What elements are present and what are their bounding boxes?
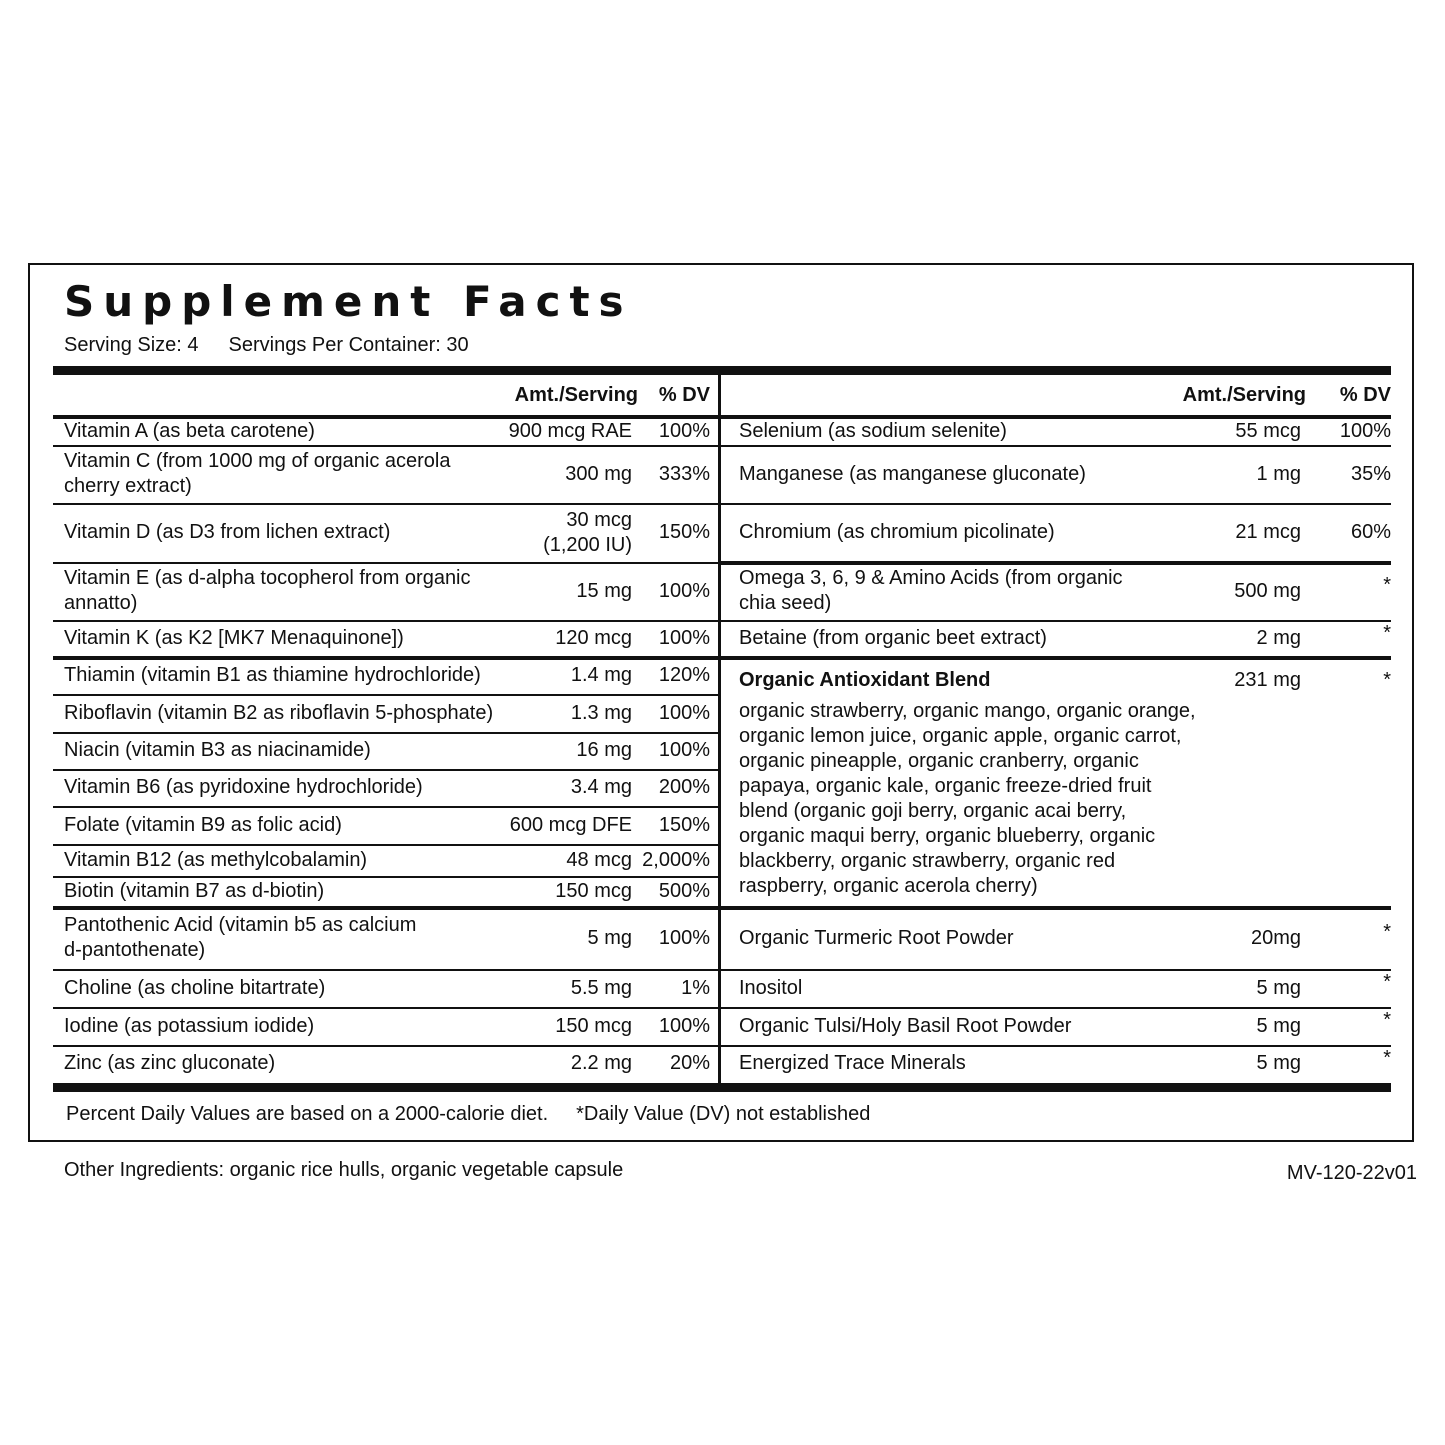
left-dv-header: % DV bbox=[658, 384, 710, 406]
nutrient-amount: 900 mcg RAE bbox=[508, 419, 632, 442]
blend-ingredients: organic strawberry, organic mango, organic orange, organic lemon juice, organic apple, organic carrot, organic pineapple, organic cranberry, organic papaya, organic kale, organic freeze-dried fruit blend (organic goji berry, organic acai berry, organic maqui berry, organic blueberry, organic blackberry, organic strawberry, organic red raspberry, organic acerola cherry) bbox=[739, 700, 1196, 897]
nutrient-amount: 5 mg bbox=[1256, 976, 1301, 999]
nutrient-daily-value: * bbox=[1383, 1047, 1391, 1069]
nutrient-amount: 150 mcg bbox=[555, 1014, 632, 1037]
column-divider bbox=[718, 375, 721, 1083]
right-nutrient-column bbox=[739, 375, 1391, 1083]
nutrient-amount: 15 mg bbox=[576, 579, 632, 602]
product-code: MV-120-22v01 bbox=[1286, 1162, 1417, 1184]
nutrient-amount: 1.4 mg bbox=[570, 664, 632, 686]
left-nutrient-row-vitamin-b12-as-methylcobalamin bbox=[64, 845, 710, 877]
nutrient-amount: 150 mcg bbox=[555, 880, 632, 902]
left-nutrient-row-vitamin-d-as-d3-from-lichen-extract bbox=[64, 504, 710, 563]
nutrient-name: Inositol bbox=[739, 976, 803, 999]
bottom-rule bbox=[53, 1083, 1391, 1092]
nutrient-daily-value: 100% bbox=[658, 627, 710, 649]
nutrient-amount: 600 mcg DFE bbox=[509, 813, 632, 836]
nutrient-name: Vitamin B6 (as pyridoxine hydrochloride) bbox=[64, 776, 423, 798]
nutrient-amount: 3.4 mg bbox=[570, 776, 632, 798]
nutrient-name: Niacin (vitamin B3 as niacinamide) bbox=[64, 739, 371, 761]
nutrient-amount: 55 mcg bbox=[1235, 419, 1301, 442]
nutrient-name: Zinc (as zinc gluconate) bbox=[64, 1052, 276, 1074]
right-nutrient-row-inositol bbox=[739, 970, 1391, 1008]
nutrient-amount: 5.5 mg bbox=[570, 976, 632, 999]
nutrient-name: Betaine (from organic beet extract) bbox=[739, 627, 1047, 649]
nutrient-name: Vitamin K (as K2 [MK7 Menaquinone]) bbox=[64, 627, 404, 649]
left-nutrient-row-vitamin-k-as-k2-mk7-menaquinone bbox=[64, 621, 710, 658]
nutrient-daily-value: * bbox=[1383, 971, 1391, 993]
nutrient-name: Pantothenic Acid (vitamin b5 as calcium d-pantothenate) bbox=[64, 914, 417, 961]
nutrient-name: Organic Tulsi/Holy Basil Root Powder bbox=[739, 1014, 1072, 1037]
nutrient-amount: 21 mcg bbox=[1235, 521, 1301, 543]
nutrient-name: Biotin (vitamin B7 as d-biotin) bbox=[64, 880, 325, 902]
left-nutrient-row-pantothenic-acid-vitamin-b5-as-calcium-d bbox=[64, 908, 710, 970]
nutrient-daily-value: 100% bbox=[658, 701, 710, 724]
nutrient-daily-value: 20% bbox=[669, 1052, 710, 1074]
nutrient-amount: 500 mg bbox=[1234, 579, 1301, 602]
left-nutrient-row-vitamin-a-as-beta-carotene bbox=[64, 418, 710, 446]
nutrient-name: Folate (vitamin B9 as folic acid) bbox=[64, 813, 342, 836]
nutrient-amount: 5 mg bbox=[587, 926, 632, 949]
left-nutrient-row-zinc-as-zinc-gluconate bbox=[64, 1046, 710, 1083]
serving-info bbox=[64, 333, 469, 357]
right-nutrient-row-manganese-as-manganese-gluconate bbox=[739, 446, 1391, 504]
nutrient-amount: 5 mg bbox=[1256, 1014, 1301, 1037]
nutrient-name: Energized Trace Minerals bbox=[739, 1052, 966, 1074]
serving-size: Serving Size: 4 bbox=[64, 334, 199, 356]
nutrient-name: Vitamin A (as beta carotene) bbox=[64, 419, 315, 442]
right-nutrient-row-organic-turmeric-root-powder bbox=[739, 908, 1391, 970]
right-nutrient-row-energized-trace-minerals bbox=[739, 1046, 1391, 1083]
nutrient-daily-value: 35% bbox=[1350, 462, 1391, 485]
nutrient-daily-value: 1% bbox=[681, 976, 710, 999]
nutrient-name: Vitamin D (as D3 from lichen extract) bbox=[64, 521, 391, 543]
right-nutrient-row-betaine-from-organic-beet-extract bbox=[739, 621, 1391, 658]
left-nutrient-row-vitamin-e-as-d-alpha-tocopherol-from-org bbox=[64, 563, 710, 621]
nutrient-daily-value: * bbox=[1383, 622, 1391, 644]
left-nutrient-column bbox=[64, 375, 710, 1083]
left-column-header bbox=[64, 383, 710, 408]
left-nutrient-row-iodine-as-potassium-iodide bbox=[64, 1008, 710, 1046]
nutrient-amount: 2.2 mg bbox=[570, 1052, 632, 1074]
nutrient-amount: 1.3 mg bbox=[570, 701, 632, 724]
nutrient-daily-value: 150% bbox=[658, 813, 710, 836]
top-rule bbox=[53, 366, 1391, 375]
nutrient-name: Chromium (as chromium picolinate) bbox=[739, 521, 1055, 543]
right-nutrient-row-omega-3-6-9-amino-acids-from-organic-chi bbox=[739, 563, 1391, 621]
nutrient-daily-value: 500% bbox=[658, 880, 710, 902]
nutrient-amount: 300 mg bbox=[565, 462, 632, 485]
nutrient-amount: 20mg bbox=[1250, 926, 1301, 949]
left-nutrient-row-vitamin-c-from-1000-mg-of-organic-acerol bbox=[64, 446, 710, 504]
nutrient-amount: 1 mg bbox=[1256, 462, 1301, 485]
right-nutrient-row-organic-tulsi-holy-basil-root-powder bbox=[739, 1008, 1391, 1046]
nutrient-name: Vitamin B12 (as methylcobalamin) bbox=[64, 848, 368, 871]
right-dv-header: % DV bbox=[1339, 384, 1391, 406]
left-nutrient-row-niacin-vitamin-b3-as-niacinamide bbox=[64, 733, 710, 770]
nutrient-daily-value: 100% bbox=[658, 926, 710, 949]
left-amt-header: Amt./Serving bbox=[514, 384, 638, 406]
nutrient-name: Vitamin E (as d-alpha tocopherol from organic annatto) bbox=[64, 567, 471, 614]
nutrient-name: Thiamin (vitamin B1 as thiamine hydrochloride) bbox=[64, 664, 481, 686]
nutrient-amount: 16 mg bbox=[576, 739, 632, 761]
nutrient-name: Omega 3, 6, 9 & Amino Acids (from organic chia seed) bbox=[739, 567, 1123, 614]
dv-not-established-note: *Daily Value (DV) not established bbox=[576, 1103, 871, 1125]
panel-footer bbox=[66, 1102, 870, 1126]
nutrient-name: Selenium (as sodium selenite) bbox=[739, 419, 1007, 442]
nutrient-amount: 5 mg bbox=[1256, 1052, 1301, 1074]
left-nutrient-row-riboflavin-vitamin-b2-as-riboflavin-5-ph bbox=[64, 695, 710, 733]
nutrient-name: Vitamin C (from 1000 mg of organic acerola cherry extract) bbox=[64, 450, 451, 497]
nutrient-daily-value: 100% bbox=[658, 1014, 710, 1037]
right-nutrient-row-organic-antioxidant-blend bbox=[739, 658, 1391, 908]
nutrient-amount: 120 mcg bbox=[555, 627, 632, 649]
nutrient-amount: 48 mcg bbox=[566, 848, 632, 871]
left-nutrient-row-choline-as-choline-bitartrate bbox=[64, 970, 710, 1008]
nutrient-name: Choline (as choline bitartrate) bbox=[64, 976, 326, 999]
nutrient-daily-value: 60% bbox=[1350, 521, 1391, 543]
panel-title: Supplement Facts bbox=[64, 277, 633, 326]
nutrient-amount: 30 mcg (1,200 IU) bbox=[543, 508, 632, 556]
nutrient-daily-value: 100% bbox=[658, 419, 710, 442]
left-nutrient-row-biotin-vitamin-b7-as-d-biotin bbox=[64, 877, 710, 908]
nutrient-daily-value: 100% bbox=[1339, 419, 1391, 442]
nutrient-amount: 231 mg bbox=[1234, 669, 1301, 691]
nutrient-daily-value: * bbox=[1383, 669, 1391, 691]
nutrient-amount: 2 mg bbox=[1256, 627, 1301, 649]
nutrient-daily-value: 200% bbox=[658, 776, 710, 798]
nutrient-name: Manganese (as manganese gluconate) bbox=[739, 462, 1086, 485]
nutrient-daily-value: 100% bbox=[658, 579, 710, 602]
nutrient-name: Iodine (as potassium iodide) bbox=[64, 1014, 315, 1037]
nutrient-daily-value: * bbox=[1383, 1009, 1391, 1031]
servings-per-container: Servings Per Container: 30 bbox=[228, 334, 469, 356]
nutrient-name bbox=[739, 668, 1196, 899]
right-nutrient-row-selenium-as-sodium-selenite bbox=[739, 418, 1391, 446]
nutrient-daily-value: * bbox=[1383, 920, 1391, 943]
other-ingredients: Other Ingredients: organic rice hulls, organic vegetable capsule bbox=[64, 1159, 624, 1181]
nutrient-daily-value: 150% bbox=[658, 521, 710, 543]
right-amt-header: Amt./Serving bbox=[1182, 384, 1306, 406]
nutrient-name: Organic Turmeric Root Powder bbox=[739, 926, 1014, 949]
right-nutrient-row-chromium-as-chromium-picolinate bbox=[739, 504, 1391, 563]
left-nutrient-row-folate-vitamin-b9-as-folic-acid bbox=[64, 807, 710, 845]
nutrient-daily-value: 333% bbox=[658, 462, 710, 485]
nutrient-daily-value: * bbox=[1383, 573, 1391, 596]
percent-dv-note: Percent Daily Values are based on a 2000-calorie diet. bbox=[66, 1103, 549, 1125]
nutrient-daily-value: 120% bbox=[658, 664, 710, 686]
nutrient-name: Riboflavin (vitamin B2 as riboflavin 5-phosphate) bbox=[64, 701, 494, 724]
left-nutrient-row-thiamin-vitamin-b1-as-thiamine-hydrochlo bbox=[64, 658, 710, 695]
nutrient-daily-value: 100% bbox=[658, 739, 710, 761]
nutrient-daily-value: 2,000% bbox=[642, 848, 710, 871]
right-column-header bbox=[739, 383, 1391, 408]
blend-title: Organic Antioxidant Blend bbox=[739, 669, 991, 691]
left-nutrient-row-vitamin-b6-as-pyridoxine-hydrochloride bbox=[64, 770, 710, 807]
